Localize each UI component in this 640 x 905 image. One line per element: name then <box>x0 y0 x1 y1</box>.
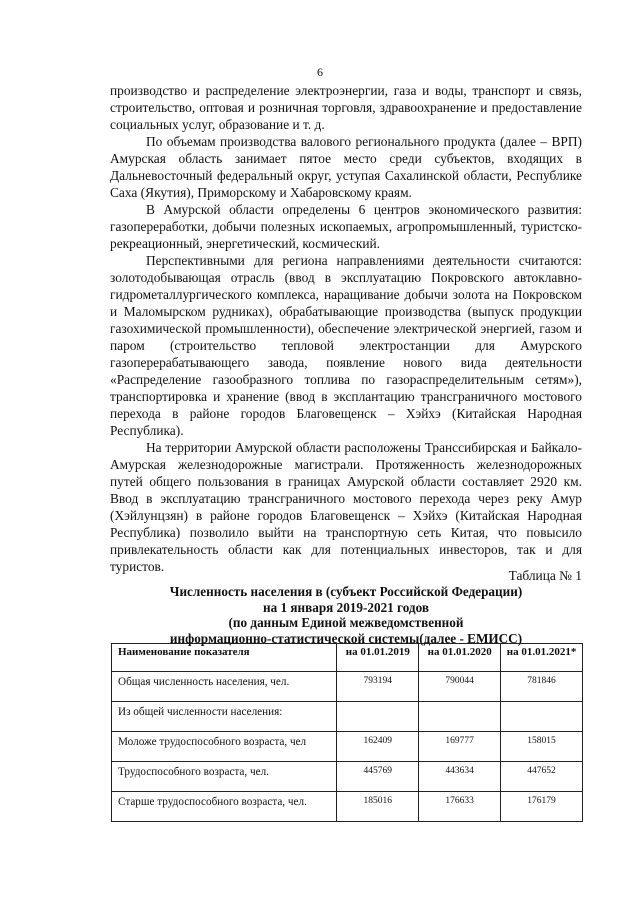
row-label: Старше трудоспособного возраста, чел. <box>112 792 337 822</box>
table-title-line: Численность населения в (субъект Российской Федерации) <box>169 584 523 599</box>
table-cell: 793194 <box>337 672 419 702</box>
row-label: Общая численность населения, чел. <box>112 672 337 702</box>
table-cell <box>337 702 419 732</box>
table-label: Таблица № 1 <box>508 568 582 583</box>
paragraph: На территории Амурской области расположены Транссибирская и Байкало-Амурская железнодорожные магистрали. Протяженность железнодорожных путей общего пользования в границах Амурской области составляет 2920 км. Ввод в эксплуатацию трансграничного мостового перехода через реку Амур (Хэйлунцзян) в районе городов Благовещенск – Хэйхэ (Китайская Народная Республика) позволило выйти на транспортную сеть Китая, что повысило привлекательность области как для потенциальных инвесторов, так и для туристов. <box>110 440 582 574</box>
row-label: Моложе трудоспособного возраста, чел <box>112 732 337 762</box>
table-title-line: информационно-статистической системы(далее - ЕМИСС) <box>169 630 523 646</box>
table-cell: 781846 <box>501 672 583 702</box>
table-title <box>110 584 582 646</box>
column-header: на 01.01.2021* <box>501 644 583 672</box>
paragraph: Перспективными для региона направлениями деятельности считаются: золотодобывающая отрасль (ввод в эксплуатацию Покровского автоклавно-гидрометаллургического комплекса, наращивание добычи золота на Покровском и Маломырском рудниках), обрабатывающие производства (выпуск продукции газохимической промышленности), обеспечение электрической энергией, газом и паром (строительство тепловой электростанции для Амурского газоперерабатывающего завода, появление нового вида деятельности «Распределение газообразного топлива по газораспределительным сетям»), транспортировка и хранение (ввод в эксплантацию трансграничного мостового перехода в районе городов Благовещенск – Хэйхэ (Китайская Народная Республика). <box>110 253 582 438</box>
table-cell: 185016 <box>337 792 419 822</box>
table-cell <box>419 702 501 732</box>
table-cell <box>501 702 583 732</box>
row-label: Трудоспособного возраста, чел. <box>112 762 337 792</box>
table-cell: 443634 <box>419 762 501 792</box>
table-cell: 176179 <box>501 792 583 822</box>
table-cell: 162409 <box>337 732 419 762</box>
paragraph: В Амурской области определены 6 центров экономического развития: газопереработки, добычи полезных ископаемых, агропромышленный, туристско-рекреационный, энергетический, космический. <box>110 202 582 251</box>
table-header-row <box>112 644 583 672</box>
paragraph: По объемам производства валового регионального продукта (далее – ВРП) Амурская область занимает пятое место среди субъектов, входящих в Дальневосточный федеральный округ, уступая Сахалинской области, Республике Саха (Якутия), Приморскому и Хабаровскому краям. <box>110 134 582 200</box>
table-row <box>112 792 583 822</box>
table-title-line: (по данным Единой межведомственной <box>228 615 464 630</box>
table-cell: 447652 <box>501 762 583 792</box>
table-cell: 176633 <box>419 792 501 822</box>
column-header: на 01.01.2019 <box>337 644 419 672</box>
table-cell: 169777 <box>419 732 501 762</box>
table-row <box>112 762 583 792</box>
paragraph: производство и распределение электроэнергии, газа и воды, транспорт и связь, строительство, оптовая и розничная торговля, здравоохранение и предоставление социальных услуг, образование и т. д. <box>110 83 582 132</box>
page-number: 6 <box>317 65 323 79</box>
table-title-line: на 1 января 2019-2021 годов <box>263 599 429 615</box>
column-header: Наименование показателя <box>112 644 337 672</box>
population-table <box>111 643 583 822</box>
table-row <box>112 732 583 762</box>
body-text <box>110 82 582 575</box>
column-header: на 01.01.2020 <box>419 644 501 672</box>
table-cell: 158015 <box>501 732 583 762</box>
table-cell: 445769 <box>337 762 419 792</box>
table-row <box>112 672 583 702</box>
table-row <box>112 702 583 732</box>
table-cell: 790044 <box>419 672 501 702</box>
row-label: Из общей численности населения: <box>112 702 337 732</box>
